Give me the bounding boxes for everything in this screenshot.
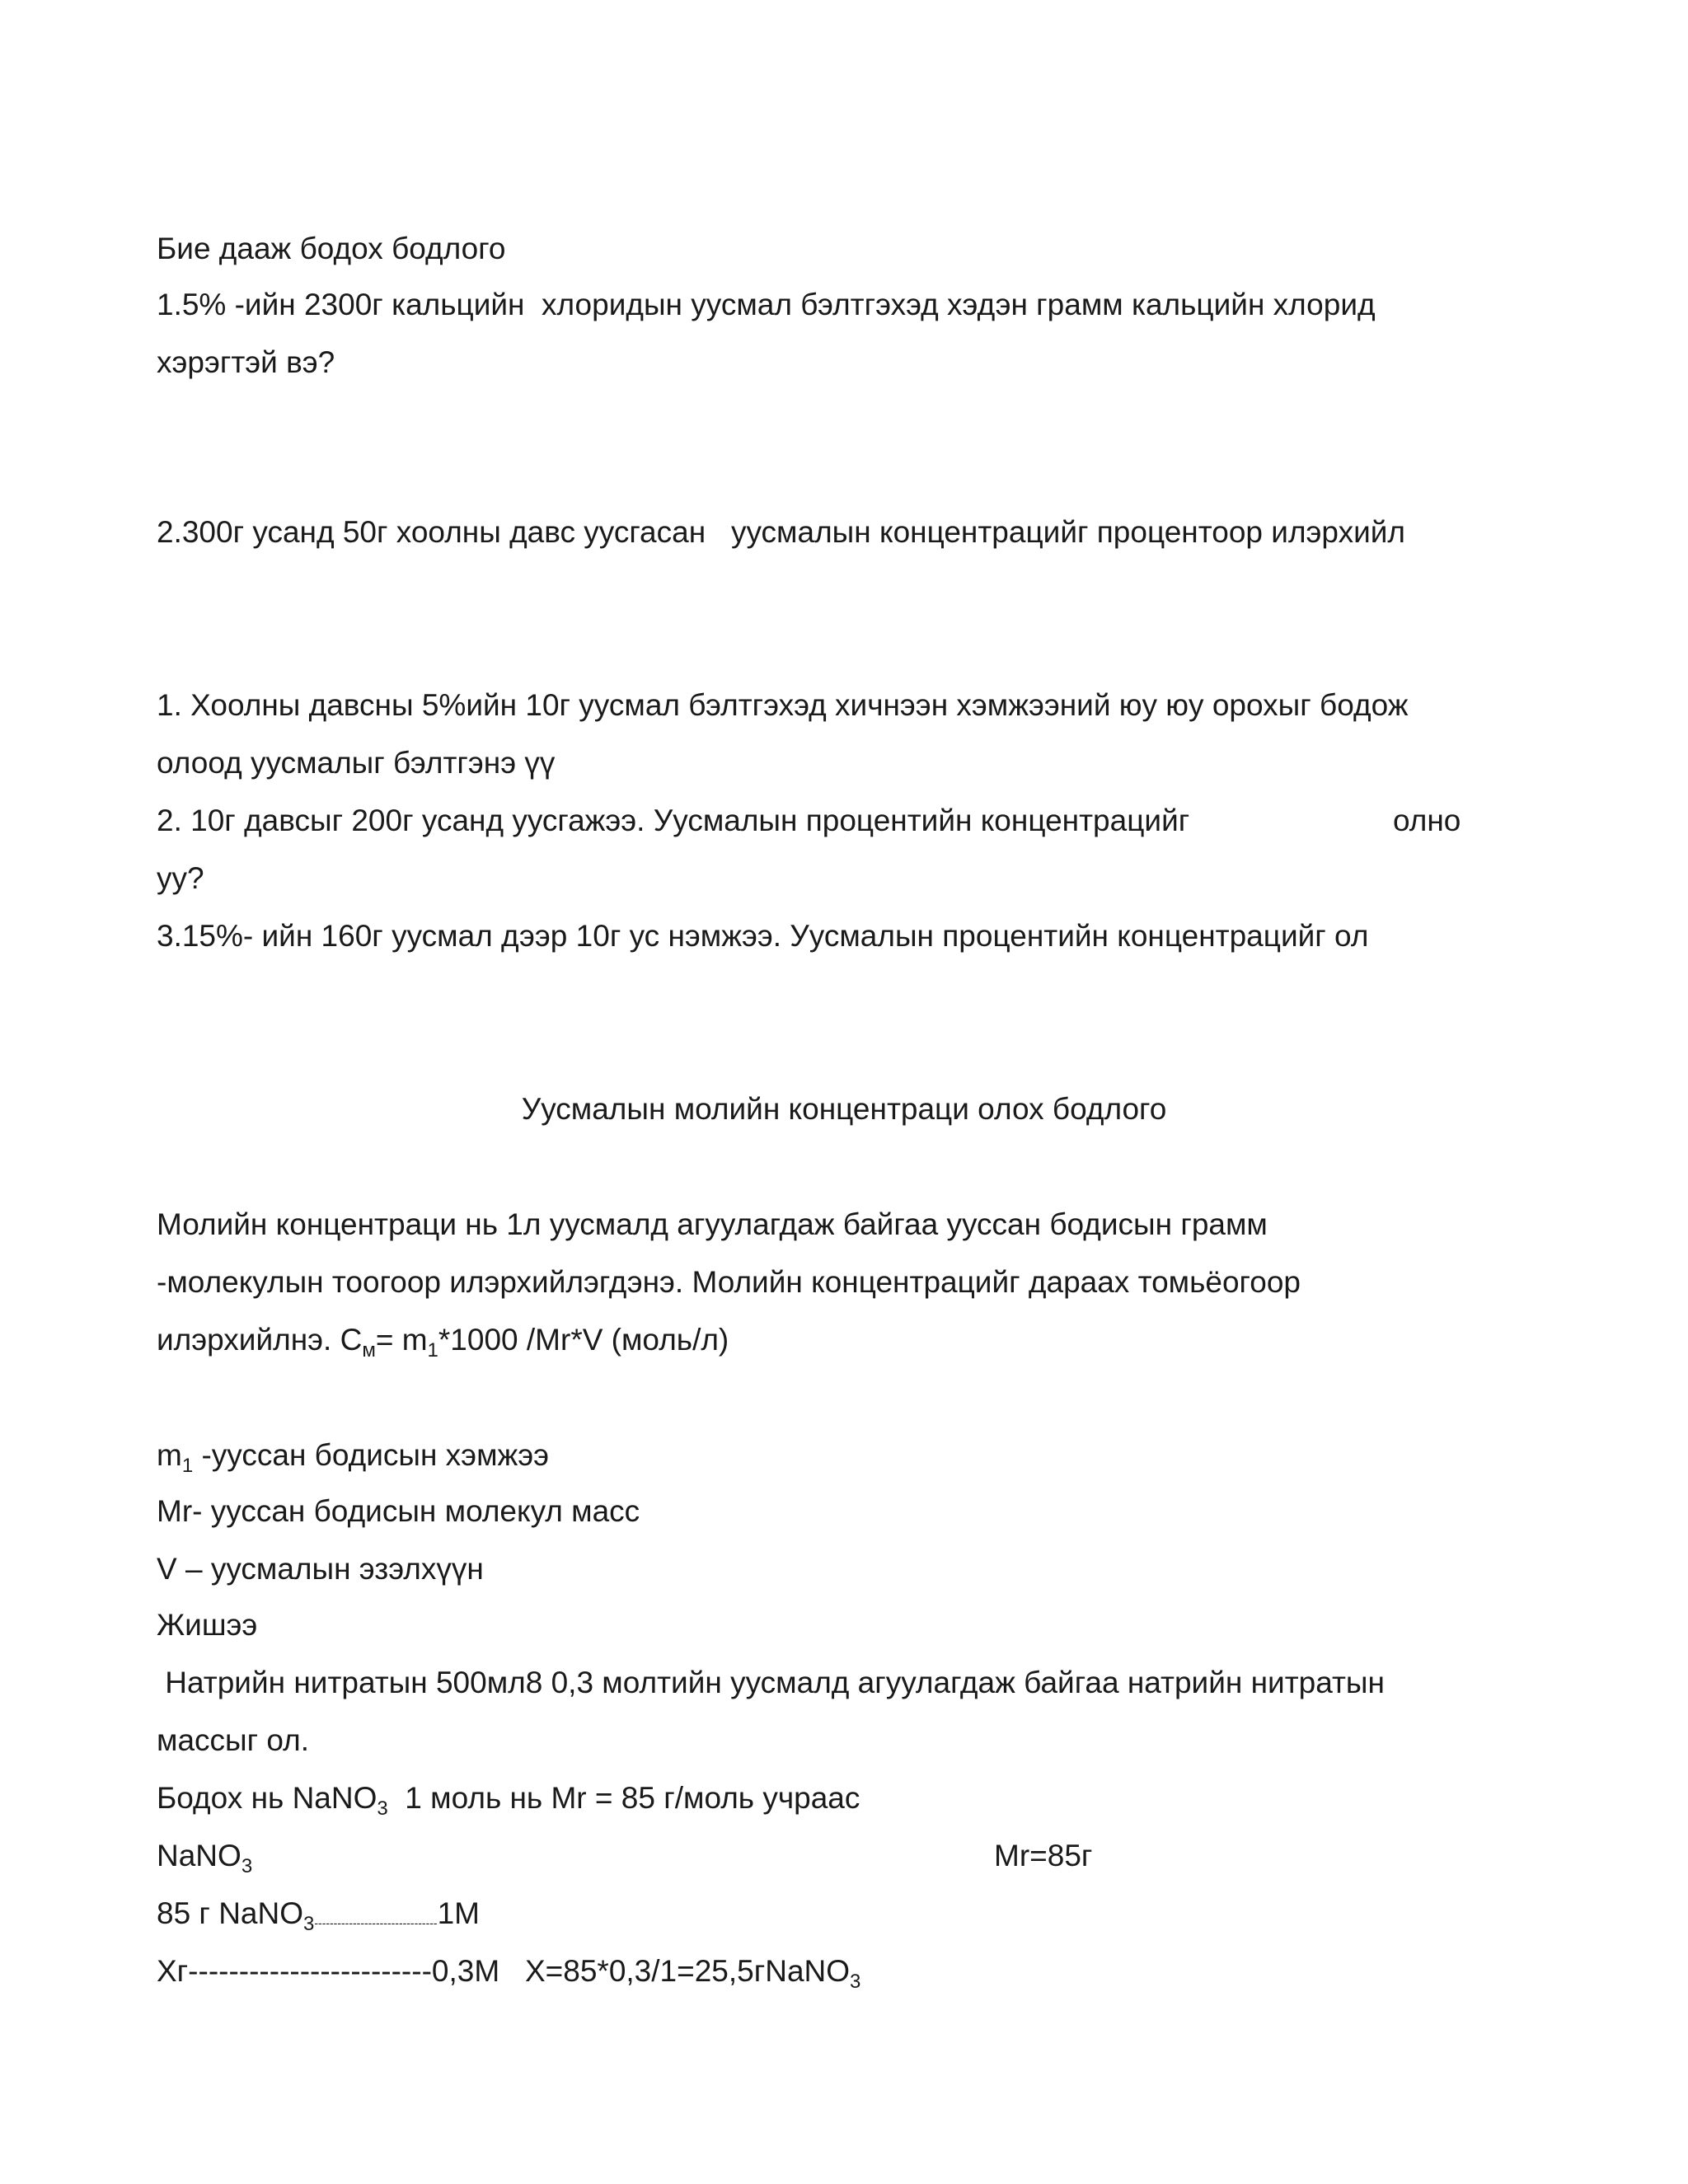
example-solution <box>157 1780 860 1820</box>
legend-m1-text: -ууссан бодисын хэмжээ <box>193 1438 550 1472</box>
exercise-1-line-2: олоод уусмалыг бэлтгэнэ үү <box>157 746 556 780</box>
section-heading: Уусмалын молийн концентраци олох бодлого <box>521 1092 1167 1126</box>
formula-text: NaNO <box>157 1839 241 1872</box>
definition-formula-rest: *1000 /Mr*V (моль/л) <box>438 1323 729 1357</box>
proportion-2-text: Хг------------------------0,3М X=85*0,3/1=25,5гNaNO <box>157 1954 851 1988</box>
exercise-1-line-1: 1. Хоолны давсны 5%ийн 10г уусмал бэлтгэхэд хичнээн хэмжээний юу юу орохыг бодож <box>157 688 1409 722</box>
exercise-2-line-1: 2. 10г давсыг 200г усанд уусгажээ. Уусмалын процентийн концентрацийг <box>157 804 1190 837</box>
solution-prefix: Бодох нь NaNO <box>157 1781 377 1815</box>
example-problem-line-1: Натрийн нитратын 500мл8 0,3 молтийн уусмалд агуулагдаж байгаа натрийн нитратын <box>157 1666 1385 1699</box>
proportion-1-subscript: 3 <box>303 1913 315 1935</box>
definition-line-2: -молекулын тоогоор илэрхийлэгдэнэ. Молийн концентрацийг дараах томьёогоор <box>157 1265 1301 1299</box>
subscript-1: 1 <box>427 1339 438 1361</box>
mr-value: Mr=85г <box>994 1839 1093 1872</box>
definition-prefix: илэрхийлнэ. C <box>157 1323 363 1357</box>
legend-v: V – уусмалын эзэлхүүн <box>157 1552 484 1586</box>
exercise-3: 3.15%- ийн 160г уусмал дээр 10г ус нэмжээ. Уусмалын процентийн концентрацийг ол <box>157 919 1369 953</box>
legend-m1-symbol: m <box>157 1438 182 1472</box>
definition-line-1: Молийн концентраци нь 1л уусмалд агуулагдаж байгаа ууссан бодисын грамм <box>157 1207 1268 1241</box>
tasks-title: Бие дааж бодох бодлого <box>157 232 506 265</box>
legend-m1-subscript: 1 <box>181 1455 194 1477</box>
definition-line-3 <box>157 1322 729 1361</box>
proportion-1-dashes: -------------------------------- <box>314 1916 438 1929</box>
example-label: Жишээ <box>157 1608 258 1642</box>
proportion-1-prefix: 85 г NaNO <box>157 1896 304 1930</box>
legend-mr: Mr- ууссан бодисын молекул масс <box>157 1494 640 1528</box>
legend-m1 <box>157 1437 550 1477</box>
subscript-m: м <box>362 1339 376 1361</box>
exercise-2-line-2: уу? <box>157 861 204 895</box>
formula-subscript: 3 <box>241 1855 253 1877</box>
exercise-2-tail: олно <box>1393 804 1461 837</box>
definition-equals: = m <box>375 1323 428 1357</box>
task-1-line-1: 1.5% -ийн 2300г кальцийн хлоридын уусмал бэлтгэхэд хэдэн грамм кальцийн хлорид <box>157 288 1376 321</box>
task-1-line-2: хэрэгтэй вэ? <box>157 345 335 379</box>
proportion-line-2 <box>157 1953 861 1993</box>
task-2: 2.300г усанд 50г хоолны давс уусгасан уусмалын концентрацийг процентоор илэрхийл <box>157 515 1406 549</box>
solution-rest: 1 моль нь Mr = 85 г/моль учраас <box>387 1781 860 1815</box>
solution-subscript: 3 <box>377 1797 388 1820</box>
formula-nano3 <box>157 1838 253 1877</box>
example-problem-line-2: массыг ол. <box>157 1723 310 1757</box>
proportion-1-end: 1М <box>437 1896 480 1930</box>
proportion-2-subscript: 3 <box>850 1971 861 1993</box>
proportion-line-1 <box>157 1896 480 1941</box>
